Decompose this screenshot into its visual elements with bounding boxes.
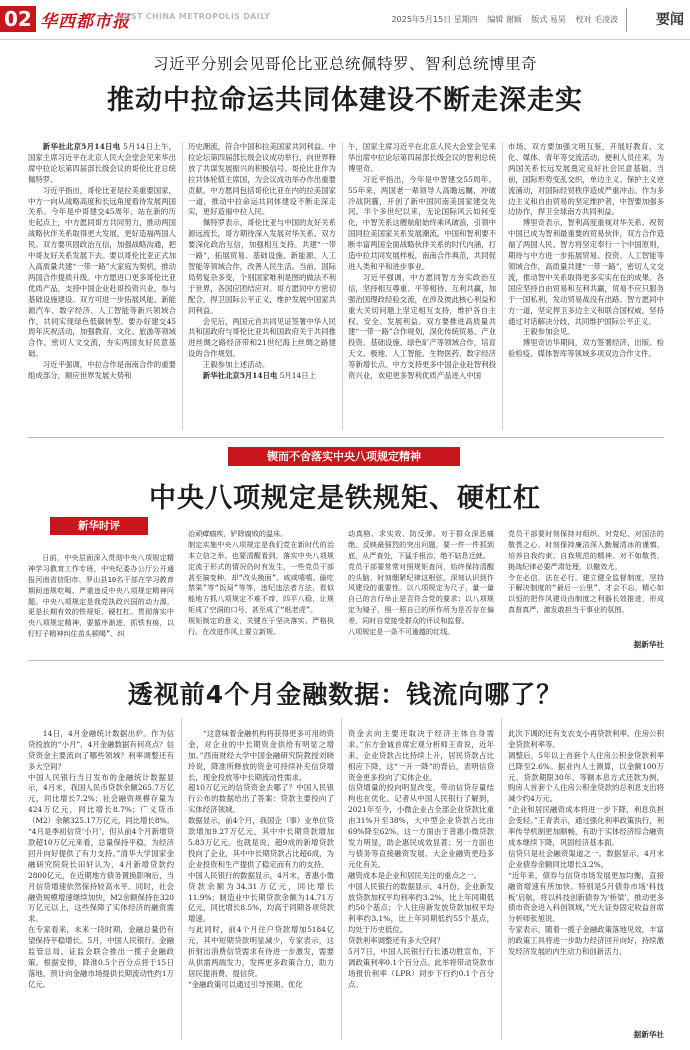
story2-column-3 — [348, 518, 494, 648]
section-rule — [28, 437, 664, 438]
story3-column-1 — [28, 718, 174, 1040]
editor-credit: 编辑 谢颖 — [487, 15, 522, 24]
designer-credit: 版式 易昊 — [531, 15, 566, 24]
story1-dateline: 新华社北京5月14日电 — [42, 142, 121, 151]
story2-paragraph: 党员干部要时刻保持对组织、对党纪、对国法的敬畏之心，时刻保持廉洁深入勤履清冰的谨慎，培养自我约束、自我规范的精神。对不如敬畏，挑战纪律必要严肃处理，以儆效尤。 令在必信，法在必行。建立健全监督制度，坚持于解决制度的“最后一公里”，才会不忘，精心如以恒的把作风建设由制度之利器长效推进，形成真督真严，激发敢担当干事业的氛围。 — [508, 528, 664, 615]
story2-headline: 中央八项规定是铁规矩、硬杠杠 — [149, 483, 541, 514]
story1-paragraph: 市场。双方要加强文明互鉴，开展好教育、文化、媒体、青年等交流活动，便利人员往来，为两国关系长远发展奠定良好社会民意基础。当前，国际形势变乱交织，单边主义、保护主义逆流涌动，对国际经贸秩序造成严重冲击。作为多边主义和自由贸易的坚定维护者，中智要加强多边协作，捍卫全球南方共同利益。 — [508, 142, 664, 217]
commentary-tag: 新华时评 — [50, 517, 148, 535]
section-rule — [28, 660, 664, 661]
brand-english-name: WEST CHINA METROPOLIS DAILY — [116, 12, 271, 21]
column-divider — [501, 718, 502, 1040]
story1-column-4 — [508, 142, 664, 430]
story1-column-3 — [348, 142, 496, 430]
story1-kicker: 习近平分别会见哥伦比亚总统佩特罗、智利总统博里奇 — [152, 55, 537, 73]
story1-paragraph: 会见后，两国元首共同见证签署中华人民共和国政府与哥伦比亚共和国政府关于共同推进丝绸之路经济带和21世纪海上丝绸之路建设的合作规划。 — [188, 316, 336, 359]
story1-paragraph: 午，国家主席习近平在北京人民大会堂会见来华出席中拉论坛第四届部长级会议的智利总统博里奇。 — [348, 142, 496, 173]
story2-paragraph: 治顽瘴痼疾，铲除腐败的温床。 制定实施中央八项规定是我们党在新时代的治本立信之举。也要清醒看到，落实中央八项规定流于形式的情况仍时有发生，一些党员干部甚至搞变种，却“改头换面”、咸咸嘻嘻、偷吃禁果”等“饭局”等等，违纪违法者方法，看似能地方抓八项规定不难不痒，四平八稳，让规矩成了空洞的口号，甚至成了“纸老虎”。 规矩制定的意义，关键在于坚决落实、严格执行。在改进作风上要立新规、 — [188, 528, 334, 637]
proofreader-credit: 校对 毛凌波 — [575, 15, 618, 24]
story1-paragraph: 习近平指出，今年是中智建交55周年。55年来，两国老一辈领导人高瞻远瞩，冲破冷战阴霾，开创了新中国同南美国家建交先河。半个多世纪以来，无论国际风云如何变化，中智关系这艘航船始终乘风破浪，引领中国同拉美国家关系发展潮流。中国和智利要不断丰富两国全面战略伙伴关系的时代内涵，打造中拉共同发展样板，南南合作典范，共同促进人类和平和进步事业。 — [348, 174, 496, 271]
story1-paragraph: 佩特罗表示，哥伦比亚与中国的友好关系源远流长，哥方期待深入发展对华关系。双方要深化政治互信，加强相互支持。共建“一带一路”，拓展贸易、基础设施、新能源、人工智能等领域合作，改善人民生活。当前，国际局势复杂多变，个别国家唯利是图的做法不利于世界，各国应团结应对。哥方愿同中方密切配合，捍卫国际公平正义，维护发展中国家共同利益。 — [188, 218, 336, 315]
story3-credit-box — [508, 1030, 664, 1042]
story3-column-4 — [508, 718, 664, 1028]
story1-column-1 — [28, 142, 176, 430]
masthead — [0, 0, 690, 40]
story2-banner: 锲而不舍落实中央八项规定精神 — [228, 447, 460, 466]
column-divider — [182, 142, 183, 430]
story1-dateline-2: 新华社北京5月14日电 — [202, 371, 278, 381]
story2-column-2 — [188, 518, 334, 648]
brand-logo: 华西都市报 — [40, 12, 130, 32]
story1-paragraph: 王毅参加会见。 — [522, 327, 575, 337]
story3-column-2 — [188, 718, 334, 1040]
story2-credit-box — [508, 640, 664, 652]
masthead-meta — [385, 14, 618, 25]
story2-credit: 据新华社 — [633, 640, 664, 649]
column-divider — [502, 142, 503, 430]
story3-paragraph: 14日，4月金融统计数据出炉。作为信贷投放的“小月”，4月金融数据有何亮点？信贷资金主要流向了哪些领域？利率调整还有多大空间？ 中国人民银行当日发布的金融统计数据显示，4月末，我国人民币贷款余额265.7万亿元，同比增长7.2%；社会融资规模存量为424万亿元，同比增长8.7%；广义货币（M2）余额325.17万亿元，同比增长8%。 “4月是季初信贷‘小月’，但从前4个月新增贷款超10万亿元来看，总量保持平稳，为经济回升向好提供了有力支持。”清华大学国家金融研究院院长田轩认为，4月新增贷款约2800亿元，在近期地方债务置换影响后，当月信贷增速依然保持较高水平。同时，社会融资规模增速继续加快，M2余额保持在320万亿元以上，这些保障了实体经济的融资需求。 在专家看来，未来一段时期，金融总量仍有望保持平稳增长。5月，中国人民银行、金融监管总局、证监会联合推出一揽子金融政策。根据安排，降准0.5个百分点将于15日落地，预计向金融市场提供长期流动性约1万亿元。 — [28, 728, 174, 989]
issue-date: 2025年5月15日 星期四 — [391, 15, 478, 24]
story1-column-2 — [188, 142, 336, 430]
page-number: 02 — [0, 6, 36, 32]
story1-lead: 5月14日上午，国家主席习近平在北京人民大会堂会见来华出席中拉论坛第四届部长级会议的哥伦比亚总统佩特罗。 — [28, 142, 176, 184]
story2-column-1 — [28, 542, 174, 648]
story1-paragraph: 习近平强调，中方愿同智方夯实政治互信，坚持相互尊重、平等相待、互利共赢，加强治国理政经验交流，在涉及彼此核心利益和重大关切问题上坚定相互支持，维护各自主权、安全、发展利益。双方要推进高质量共建“一带一路”合作规划，深化传统贸易、产业投资、基础设施、绿色矿产等领域合作，培育天文、极地、人工智能、生物医药、数字经济等新增长点。中方支持更多中国企业赴智利投资兴业，欢迎更多智利优质产品进入中国 — [348, 272, 496, 381]
story3-paragraph: 此次下调的还有支农支小再贷款利率、住房公积金贷款利率等。 调整后，5年以上首套个人住房公积金贷款利率已降至2.6%。据业内人士测算，以金额100万元、贷款期限30年、等额本息方式还款为例，购房人首套个人住房公积金贷款的总利息支出将减少约4万元。 “企业和居民融资成本将进一步下降，利息负担会变轻。”王青表示，通过强化利率政策执行，利率传导机制更加顺畅，有助于实体经济综合融资成本继续下降，巩固经济基本面。 信贷只是社会融资渠道之一。数据显示，4月末企业债券余额同比增长3.2%。 “近年来，债券与信贷市场发展更加均衡，直接融资增速有所加快。特别是5月债券市场‘科技板’启航，将以科技创新债券为‘桥梁’，推动更多债市资金进入科创领域，”光大证券固定收益首席分析师张旭说。 专家表示，随着一揽子金融政策落地见效，丰富的政策工具将进一步助力经济回升向好，持续激发经济发展的内生动力和创新活力。 — [508, 728, 664, 957]
story1-paragraph: 历史潮流，符合中国和拉美国家共同利益。中拉论坛第四届部长级会议成功举行，向世界释放了共谋发展振兴的积极信号。哥伦比亚作为拉共体轮值主席国，为会议成功举办作出重要贡献。中方愿同包括哥伦比亚在内的拉美国家一道，推动中拉命运共同体建设不断走深走实，更好造福中拉人民。 — [188, 142, 336, 217]
story3-headline: 透视前4个月金融数据：钱流向哪了？ — [127, 680, 563, 709]
story3-credit: 据新华社 — [633, 1030, 664, 1039]
story3-column-3 — [348, 718, 494, 1040]
story1-paragraph: 习近平指出，哥伦比亚是拉美重要国家，中方一向从战略高度和长远角度看待发展两国关系。今年是中哥建交45周年。站在新的历史起点上，中方愿同哥方共同努力，推动两国战略伙伴关系取得更大发展，更好造福两国人民。双方要巩固政治互信，加强战略沟通，把中哥友好关系发展下去。要以哥伦比亚正式加入高质量共建“一带一路”大家庭为契机，推动两国合作提质升级。中方愿进口更多哥伦比亚优质产品，支持中国企业赴哥投资兴业，参与基础设施建设。双方可进一步拓展风能、新能源汽车、数字经济、人工智能等新兴领域合作，共同实现绿色低碳转型。要办好建交45周年庆祝活动，加强教育、文化、旅游等领域合作，密切人文交流，夯实两国友好民意基础。 — [28, 185, 176, 359]
story2-column-4 — [508, 518, 664, 638]
column-divider — [341, 718, 342, 1040]
story2-paragraph: 日前，中央层面深入贯彻中央八项规定精神学习教育工作专班，中央纪委办公厅公开通报河南省信阳市、罗山县10名干部在学习教育期间违规吃喝、严重违反中央八项规定精神问题。中央八项规定是我党执政兴国的动力源，更是长期有效的铁规矩、硬杠杠。贯彻落实中央八项规定精神，要循序渐进，抓铁有痕，以钉钉子精神纠住苗头顿喝”、纠 — [28, 552, 174, 639]
story1-lead-2: 5月14日上 — [279, 371, 316, 381]
section-name: 要闻 — [626, 8, 690, 32]
story2-paragraph: 动真格、求实效、防反弹。对于群众深恶痛绝、反映最强烈的突出问题，要一件一件抓到底，从严查处，下猛手根治，绝不姑息迁就。 党员干部要常常对照规矩查问，始终保持清醒的头脑，时刻绷紧纪律这根弦，深刻认识到作风建设的重要性。以八项规定为尺子，量一量自己的言行举止是否符合党的要求；以八项规定为镜子，照一照自己的所作所为是否存在偏差，同时自觉接受群众的评议和监督。 八项规定是一条不可逾越的红线。 — [348, 528, 494, 637]
story3-paragraph: 资金去向主要还取决于经济主体自身需求。”东方金诚首席宏观分析师王青说，近年来，企业贷款占比持续上升，居民贷款占比相应下降，这“一升一降”的背后，表明信贷资金更多投向了实体企业。 信贷增量的投向明显改变，带动信贷存量结构也在优化。记者从中国人民银行了解到，2021年至今，小微企业占全部企业贷款比重由31%升至38%，大中型企业贷款占比由69%降至62%。这一方面由于普惠小微贷款发力明显，助企惠民成效显著；另一方面也与债务等直接融资发展、大企业融资更趋多元化有关。 融资成本是企业和居民关注的重点之一。 中国人民银行的数据显示，4月份，企业新发放贷款加权平均利率约3.2%，比上年同期低约50个基点；个人住房新发放贷款加权平均利率约3.1%，比上年同期低约55个基点，均处于历史低位。 贷款利率调整还有多大空间？ 5月7日，中国人民银行行长潘功胜宣布，下调政策利率0.1个百分点。此举将带动贷款市场报价利率（LPR）同步下行约0.1个百分点。 — [348, 728, 494, 989]
story1-headline: 推动中拉命运共同体建设不断走深走实 — [107, 85, 583, 116]
story1-paragraph: 习近平强调，中拉合作是南南合作的重要组成部分，顺应世界发展大势和 — [28, 360, 176, 381]
story1-paragraph: 博里奇表示，智利高度重视对华关系。祝贺中国已成为智利最重要的贸易伙伴，双方合作造福了两国人民。智方将坚定奉行一个中国原则，期待与中方进一步拓展贸易、投资、人工智能等领域合作，高质量共建“一带一路”，密切人文交流，推动智中关系取得更多实实在在的成果。各国应坚持自由贸易和互利共赢，贸易不应只服务于一国私利，发动贸易战没有出路。智方愿同中方一道，坚定捍卫多边主义和联合国权威，坚持通过对话解决分歧，共同维护国际公平正义。 — [508, 218, 664, 326]
story3-paragraph: “这意味着金融机构将获得更多可用的资金，对企业的中长期资金供给有明显之增加。”西南财经大学中国金融研究院教授刘晓玲说，降准所释放的资金可持续补充信贷增长，现金投放等中长期流动性需求。 超10万亿元的信贷资金去哪了？中国人民银行公布的数据给出了答案：贷款主要投向了实体经济领域。 数据显示，前4个月，我国企（事）业单位贷款增加9.27万亿元，其中中长期贷款增加5.83万亿元。也就是说，超9成的新增贷款投向了企业，其中中长期贷款占比超6成，为企业投资和生产提供了稳定而有力的支持。 中国人民银行的数据显示，4月末，普惠小微贷款余额为34.31万亿元，同比增长11.9%；制造业中长期贷款余额为14.71万亿元，同比增长8.5%，均高于同期各项贷款增速。 与此同时，前4个月住户贷款增加5184亿元，其中短期贷款明显减少，专家表示，这折射出消费信贷需求有待进一步激发，需要从供需两端发力，发挥更多政策合力，助力居民提消费、提信贷。 “金融政策可以通过引导预期、优化 — [188, 728, 334, 989]
column-divider — [342, 142, 343, 430]
column-divider — [181, 718, 182, 1040]
story1-paragraph: 王毅参加上述活动。 — [202, 360, 270, 370]
story1-paragraph: 博里奇访华期间，双方签署经济、出版、检验检疫、媒体智库等领域多项双边合作文件。 — [508, 338, 664, 359]
